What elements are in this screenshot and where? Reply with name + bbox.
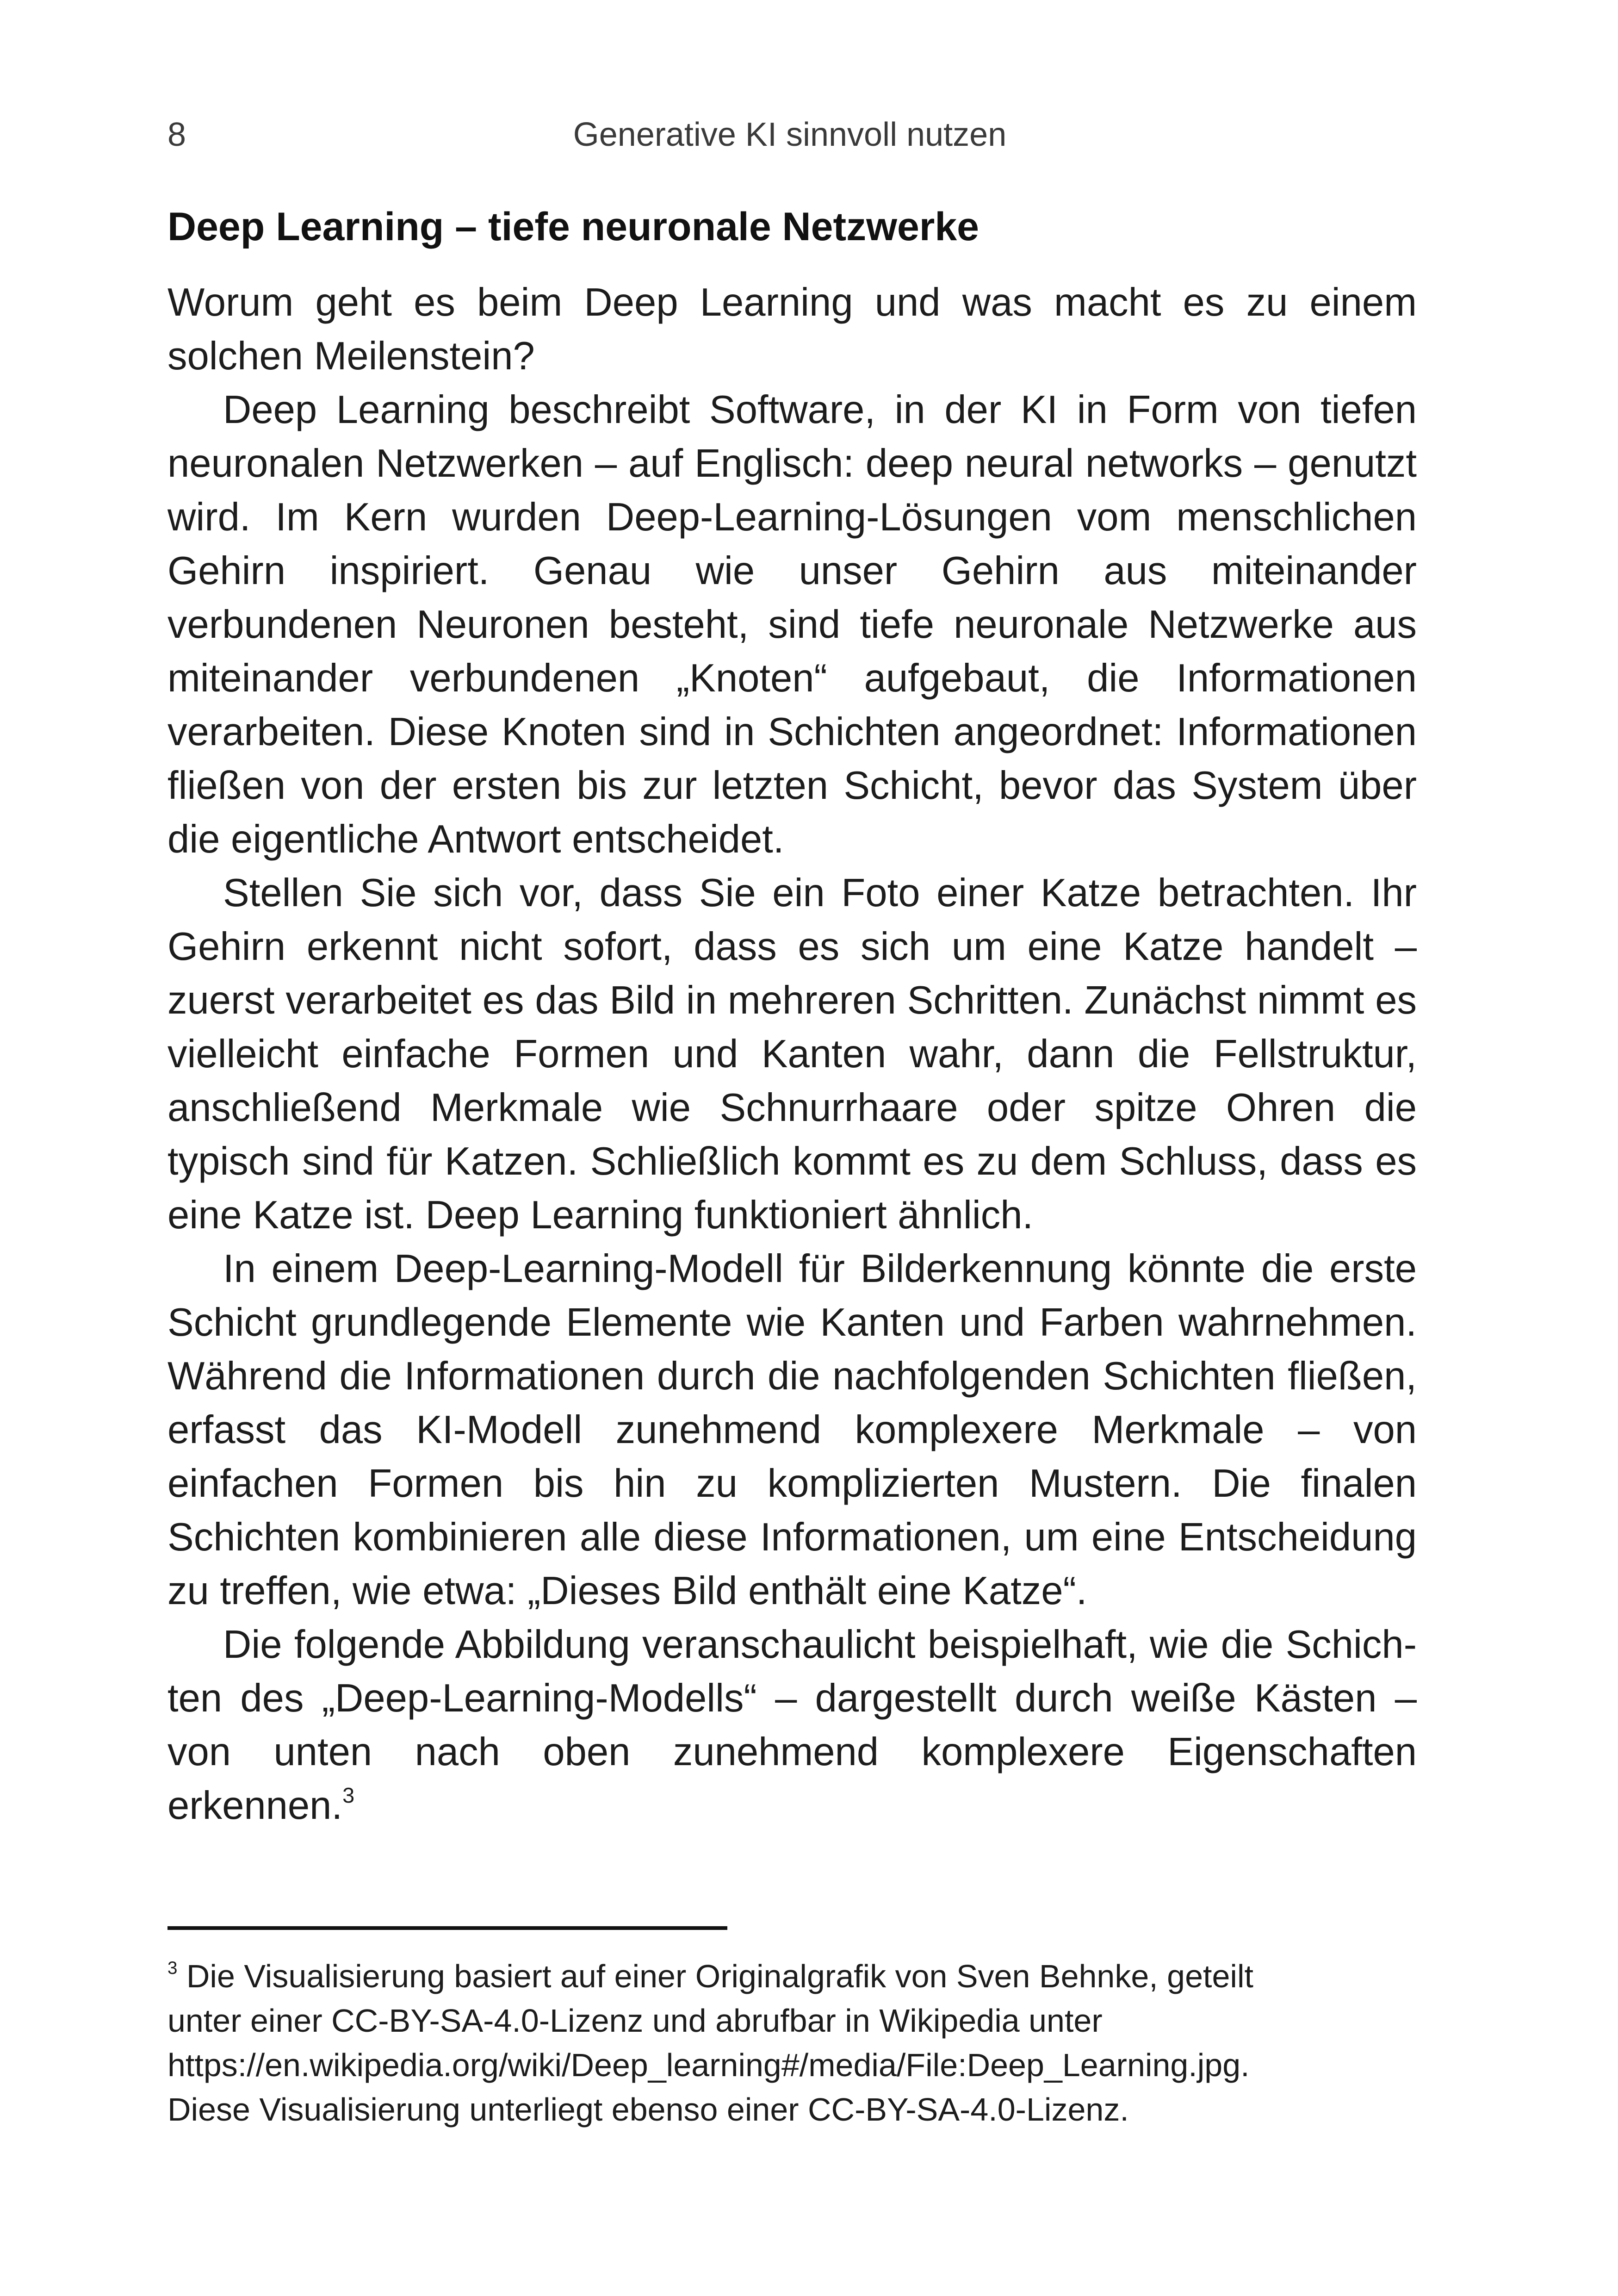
page-number: 8 bbox=[167, 116, 186, 153]
footnote-line-4: Diese Visualisierung unterliegt ebenso einer CC-BY-SA-4.0-Lizenz. bbox=[167, 2091, 1129, 2128]
footnote-line-1 bbox=[167, 1954, 1417, 1998]
paragraph-figure-intro bbox=[167, 1618, 1417, 1833]
footnote-text-1: Die Visualisierung basiert auf einer Originalgrafik von Sven Behnke, geteilt bbox=[186, 1958, 1253, 1994]
footnote bbox=[167, 1954, 1417, 2132]
footnote-marker: 3 bbox=[167, 1958, 178, 1979]
paragraph-cat-example: Stellen Sie sich vor, dass Sie ein Foto einer Katze betrachten. Ihr Gehirn erkennt nicht sofort, dass es sich um eine Katze handelt – zuerst verarbeitet es das Bild in mehreren Schritten. Zunächst nimmt es vielleicht einfache Formen und Kanten wahr, dann die Fellstruktur, anschließend Merkmale wie Schnurrhaare oder spitze Ohren die typisch sind für Katzen. Schließlich kommt es zu dem Schluss, dass es eine Katze ist. Deep Learning funktioniert ähnlich. bbox=[167, 871, 1417, 1237]
footnote-url-line[interactable]: https://en.wikipedia.org/wiki/Deep_learning#/media/File:Deep_Learning.jpg. bbox=[167, 2047, 1250, 2083]
paragraph-figure-intro-text: Die folgende Abbildung veranschaulicht beispielhaft, wie die Schichten des „Deep-Learning-Modells“ – dargestellt durch weiße Kästen – von unten nach oben zunehmend komplexere Eigenschaften erkennen. bbox=[167, 1623, 1417, 1828]
paragraph-image-recognition: In einem Deep-Learning-Modell für Bilderkennung könnte die erste Schicht grundlegende Elemente wie Kanten und Farben wahrnehmen. Während die Informationen durch die nachfolgenden Schichten fließen, erfasst das KI-Modell zunehmend komplexere Merkmale – von einfachen Formen bis hin zu komplizierten Mustern. Die finalen Schichten kombinieren alle diese Informationen, um eine Entscheidung zu treffen, wie etwa: „Dieses Bild enthält eine Katze“. bbox=[167, 1247, 1417, 1613]
footnote-divider bbox=[167, 1926, 727, 1930]
running-header bbox=[167, 109, 1412, 160]
footnote-reference[interactable]: 3 bbox=[342, 1783, 355, 1807]
body-text bbox=[167, 276, 1417, 1833]
running-title: Generative KI sinnvoll nutzen bbox=[573, 116, 1007, 153]
footnote-line-2: unter einer CC-BY-SA-4.0-Lizenz und abrufbar in Wikipedia unter bbox=[167, 2003, 1103, 2039]
paragraph-intro-question: Worum geht es beim Deep Learning und was macht es zu einem solchen Meilenstein? bbox=[167, 280, 1417, 378]
section-heading: Deep Learning – tiefe neuronale Netzwerke bbox=[167, 205, 979, 249]
paragraph-definition: Deep Learning beschreibt Software, in der KI in Form von tiefen neuronalen Netzwerken – auf Englisch: deep neural networks – genutzt wird. Im Kern wurden Deep-Learning-Lösungen vom menschlichen Gehirn inspiriert. Genau wie unser Gehirn aus miteinander verbundenen Neuronen besteht, sind tiefe neuronale Netzwerke aus miteinander verbundenen „Knoten“ aufgebaut, die Informationen verarbeiten. Diese Knoten sind in Schichten angeordnet: Informationen fließen von der ersten bis zur letzten Schicht, bevor das System über die eigentliche Antwort entscheidet. bbox=[167, 388, 1417, 861]
